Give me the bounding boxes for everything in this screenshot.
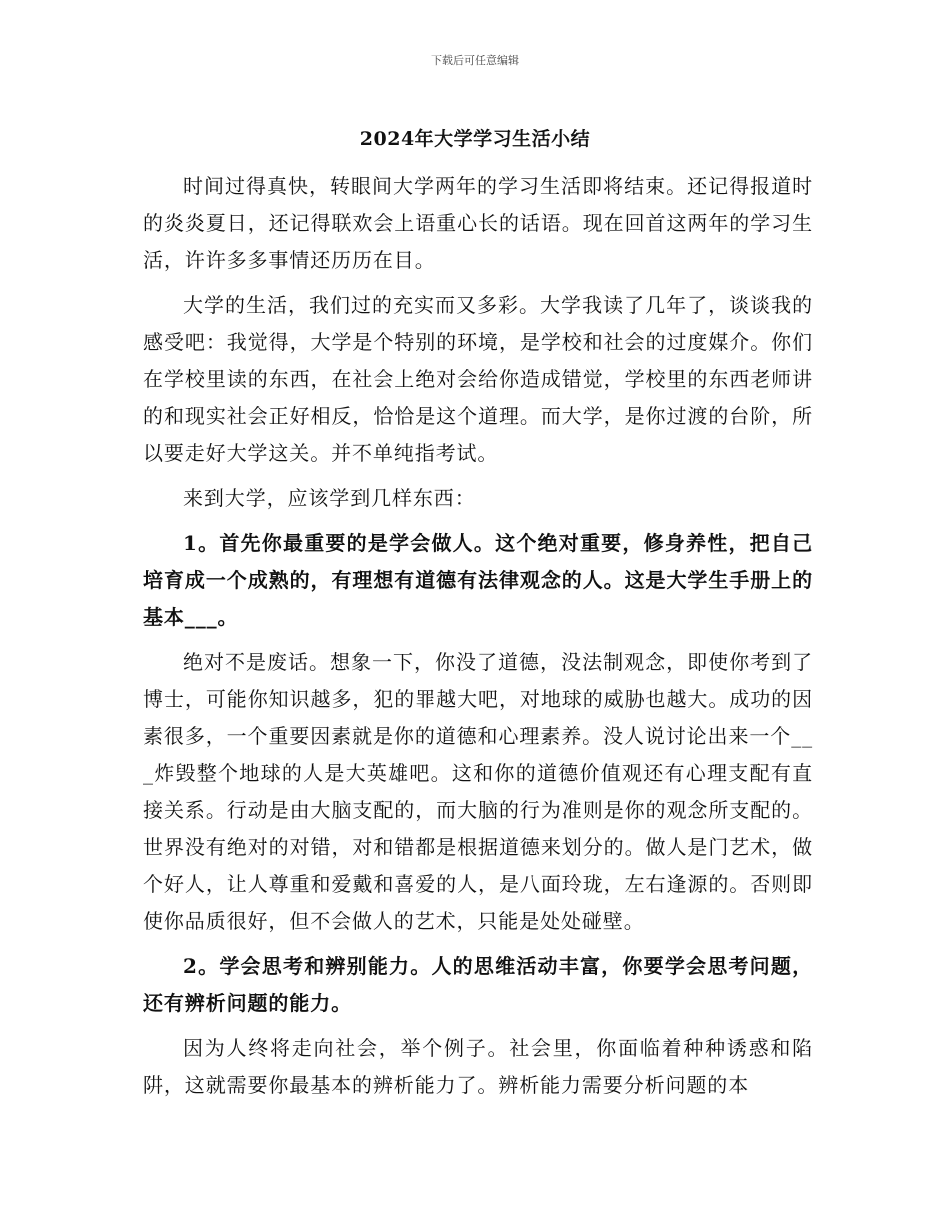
- paragraph-point-1-heading: 1。首先你最重要的是学会做人。这个绝对重要，修身养性，把自己培育成一个成熟的，有理想有道德有法律观念的人。这是大学生手册上的基本___。: [143, 531, 813, 629]
- paragraph-college-life: 大学的生活，我们过的充实而又多彩。大学我读了几年了，谈谈我的感受吧：我觉得，大学是个特别的环境，是学校和社会的过度媒介。你们在学校里读的东西，在社会上绝对会给你造成错觉，学校里的东西老师讲的和现实社会正好相反，恰恰是这个道理。而大学，是你过渡的台阶，所以要走好大学这关。并不单纯指考试。: [143, 293, 813, 465]
- paragraph-point-1-body: 绝对不是废话。想象一下，你没了道德，没法制观念，即使你考到了博士，可能你知识越多，犯的罪越大吧，对地球的威胁也越大。成功的因素很多，一个重要因素就是你的道德和心理素养。没人说讨论出来一个___炸毁整个地球的人是大英雄吧。这和你的道德价值观还有心理支配有直接关系。行动是由大脑支配的，而大脑的行为准则是你的观念所支配的。世界没有绝对的对错，对和错都是根据道德来划分的。做人是门艺术，做个好人，让人尊重和爱戴和喜爱的人，是八面玲珑，左右逢源的。否则即使你品质很好，但不会做人的艺术，只能是处处碰壁。: [143, 650, 813, 933]
- paragraph-what-to-learn: 来到大学，应该学到几样东西：: [183, 486, 476, 510]
- paragraph-point-2-body: 因为人终将走向社会，举个例子。社会里，你面临着种种诱惑和陷阱，这就需要你最基本的辨析能力了。辨析能力需要分析问题的本: [143, 1036, 813, 1097]
- document-title: 2024年大学学习生活小结: [359, 128, 591, 150]
- page-header-note: 下载后可任意编辑: [431, 54, 519, 67]
- document-body: [143, 168, 813, 1112]
- paragraph-point-2-heading: 2。学会思考和辨别能力。人的思维活动丰富，你要学会思考问题，还有辨析问题的能力。: [143, 954, 813, 1015]
- paragraph-intro: 时间过得真快，转眼间大学两年的学习生活即将结束。还记得报道时的炎炎夏日，还记得联欢会上语重心长的话语。现在回首这两年的学习生活，许许多多事情还历历在目。: [143, 174, 813, 272]
